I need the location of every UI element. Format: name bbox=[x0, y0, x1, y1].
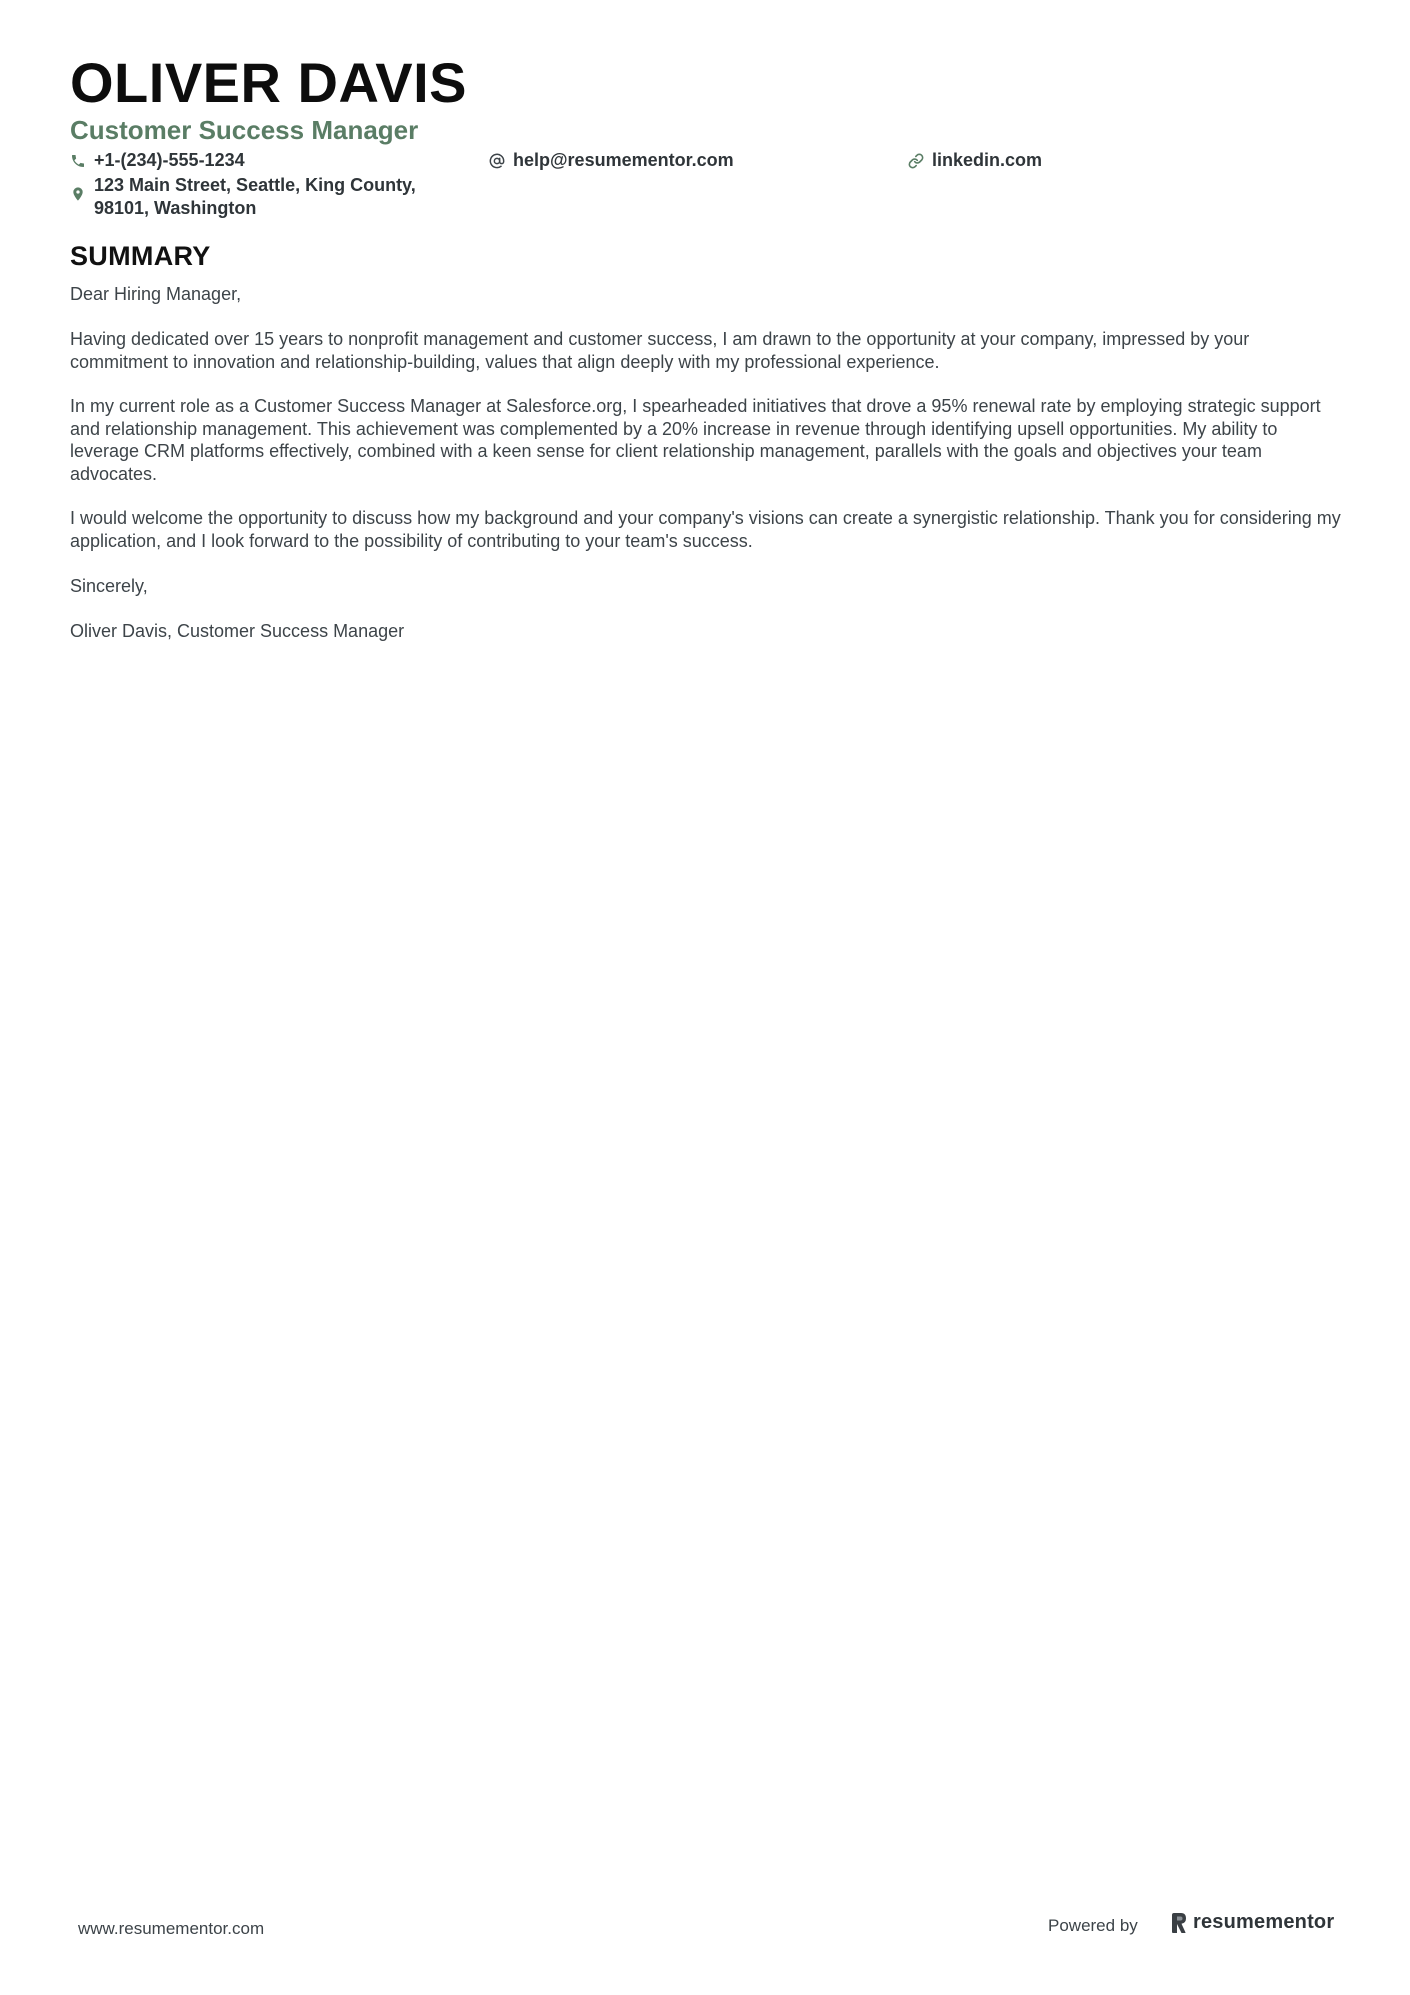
letter-closing: Sincerely, bbox=[70, 576, 148, 596]
letter-paragraph: I would welcome the opportunity to discuss how my background and your company's visions can create a synergistic relationship. Thank you for considering my application, and I look forward to the possibility of contributing to your team's success. bbox=[70, 508, 1341, 551]
summary-heading: SUMMARY bbox=[70, 241, 211, 271]
brand-name: resumementor bbox=[1193, 1911, 1335, 1933]
email-link[interactable]: help@resumementor.com bbox=[513, 150, 734, 170]
contact-email bbox=[489, 149, 734, 172]
phone-icon bbox=[70, 153, 86, 169]
contact-phone bbox=[70, 149, 245, 172]
at-sign-icon bbox=[489, 153, 505, 169]
job-title: Customer Success Manager bbox=[70, 115, 419, 145]
candidate-name: OLIVER DAVIS bbox=[70, 51, 468, 114]
website-link[interactable]: linkedin.com bbox=[932, 150, 1043, 170]
letter-paragraph: Having dedicated over 15 years to nonprofit management and customer success, I am drawn to the opportunity at your company, impressed by your commitment to innovation and relationship-building, values that align deeply with my professional experience. bbox=[70, 329, 1250, 372]
letter-paragraph: In my current role as a Customer Success Manager at Salesforce.org, I spearheaded initiatives that drove a 95% renewal rate by employing strategic support and relationship management. This achievement was complemented by a 20% increase in revenue through identifying upsell opportunities. My ability to leverage CRM platforms effectively, combined with a keen sense for client relationship management, parallels with the goals and objectives your team advocates. bbox=[70, 396, 1321, 484]
link-icon bbox=[908, 153, 924, 169]
letter-signature: Oliver Davis, Customer Success Manager bbox=[70, 621, 405, 641]
footer-website-link[interactable]: www.resumementor.com bbox=[78, 1919, 265, 1938]
phone-text: +1-(234)-555-1234 bbox=[94, 150, 245, 170]
address-text: 123 Main Street, Seattle, King County, 98101, Washington bbox=[94, 175, 416, 218]
contact-address bbox=[70, 174, 450, 220]
resumementor-logo-icon bbox=[1170, 1912, 1188, 1934]
contact-website bbox=[908, 149, 1042, 172]
letter-greeting: Dear Hiring Manager, bbox=[70, 284, 242, 304]
map-pin-icon bbox=[70, 186, 86, 202]
powered-by-label: Powered by bbox=[1048, 1916, 1138, 1935]
brand-logo-link[interactable] bbox=[1170, 1911, 1334, 1934]
